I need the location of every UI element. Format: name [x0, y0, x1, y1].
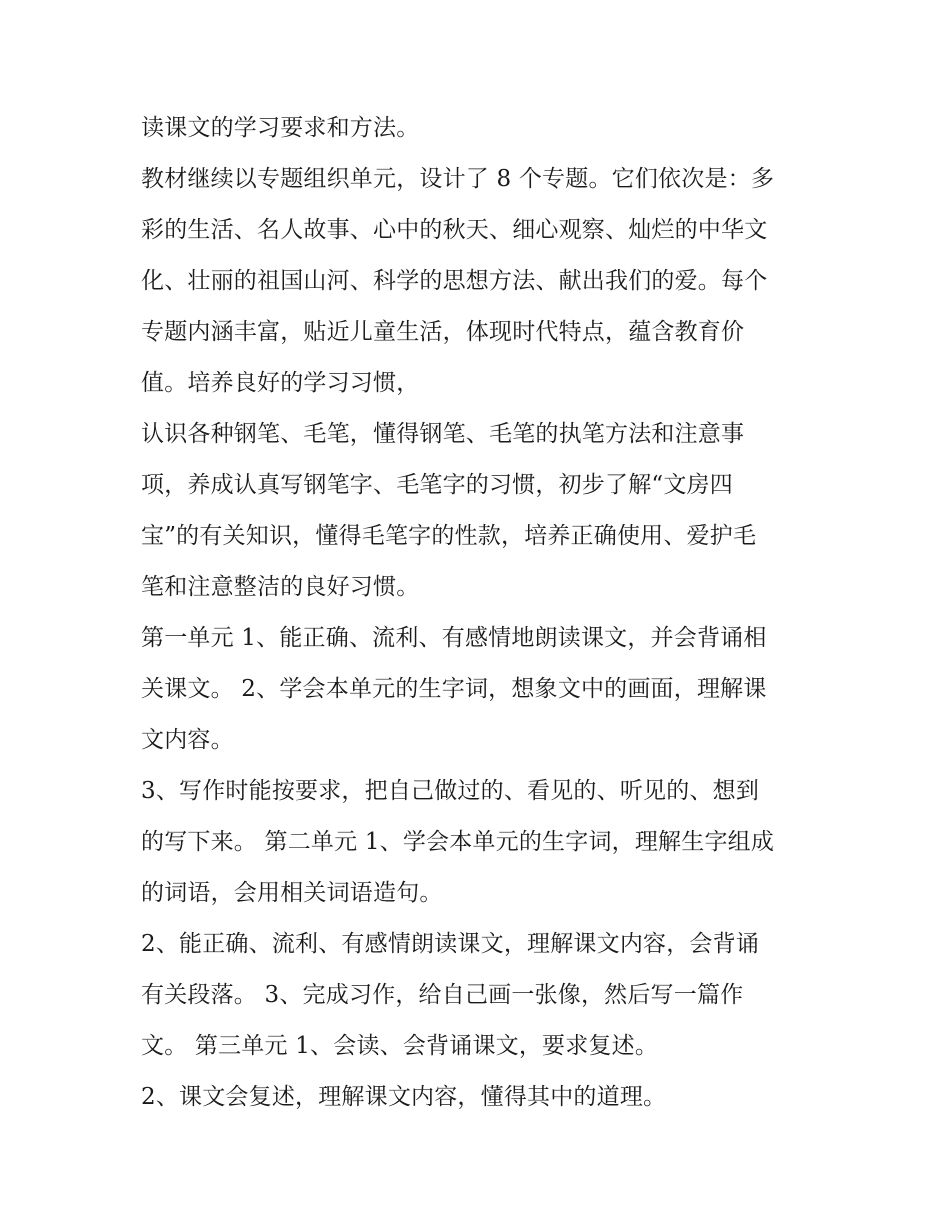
text-line: 2、课文会复述，理解课文内容，懂得其中的道理。 [141, 1084, 667, 1110]
text-line: 的写下来。 第二单元 1、学会本单元的生字词，理解生字组成 [141, 829, 775, 855]
text-line: 化、壮丽的祖国山河、科学的思想方法、献出我们的爱。每个 [141, 268, 768, 294]
text-line: 项，养成认真写钢笔字、毛笔字的习惯，初步了解“文房四 [141, 472, 733, 498]
text-line: 宝”的有关知识，懂得毛笔字的性款，培养正确使用、爱护毛 [141, 523, 757, 549]
text-line: 3、写作时能按要求，把自己做过的、看见的、听见的、想到 [141, 778, 760, 804]
text-line: 彩的生活、名人故事、心中的秋天、细心观察、灿烂的中华文 [141, 217, 768, 243]
text-line: 文。 第三单元 1、会读、会背诵课文，要求复述。 [141, 1033, 659, 1059]
text-line: 读课文的学习要求和方法。 [141, 115, 420, 141]
text-line: 教材继续以专题组织单元，设计了 8 个专题。它们依次是：多 [141, 166, 775, 192]
text-line: 认识各种钢笔、毛笔，懂得钢笔、毛笔的执笔方法和注意事 [141, 421, 745, 447]
text-line: 值。培养良好的学习习惯， [141, 370, 420, 396]
text-line: 第一单元 1、能正确、流利、有感情地朗读课文，并会背诵相 [141, 625, 767, 651]
text-line: 有关段落。 3、完成习作，给自己画一张像，然后写一篇作 [141, 982, 744, 1008]
text-line: 的词语，会用相关词语造句。 [141, 880, 443, 906]
text-line: 关课文。 2、学会本单元的生字词，想象文中的画面，理解课 [141, 676, 767, 702]
document-body [141, 103, 821, 1123]
text-line: 专题内涵丰富，贴近儿童生活，体现时代特点，蕴含教育价 [141, 319, 745, 345]
text-line: 笔和注意整洁的良好习惯。 [141, 574, 420, 600]
text-line: 文内容。 [141, 727, 234, 753]
text-line: 2、能正确、流利、有感情朗读课文，理解课文内容，会背诵 [141, 931, 760, 957]
